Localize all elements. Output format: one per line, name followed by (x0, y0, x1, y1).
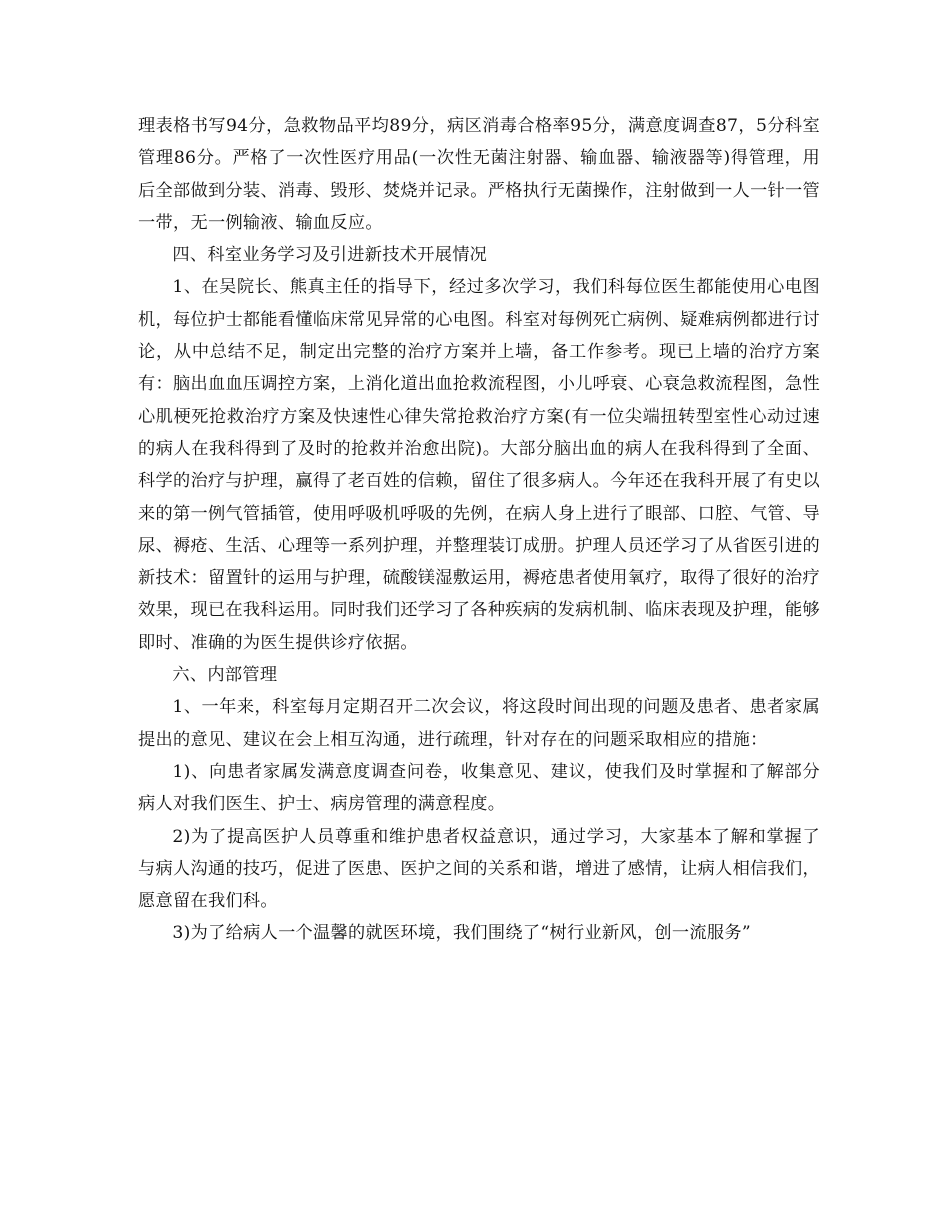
paragraph-six-one: 1、一年来，科室每月定期召开二次会议，将这段时间出现的问题及患者、患者家属提出的意见、建议在会上相互沟通，进行疏理，针对存在的问题采取相应的措施： (138, 697, 820, 750)
section-heading-four: 四、科室业务学习及引进新技术开展情况 (172, 245, 488, 266)
paragraph-six-one-a: 1)、向患者家属发满意度调查问卷，收集意见、建议，使我们及时掌握和了解部分病人对我们医生、护士、病房管理的满意程度。 (138, 761, 820, 815)
paragraph-six-one-c: 3)为了给病人一个温馨的就医环境，我们围绕了“树行业新风，创一流服务” (172, 923, 751, 944)
paragraph-four-one: 1、在吴院长、熊真主任的指导下，经过多次学习，我们科每位医生都能使用心电图机，每位护士都能看懂临床常见异常的心电图。科室对每例死亡病例、疑难病例都进行讨论，从中总结不足，制定出完整的治疗方案并上墙，备工作参考。现已上墙的治疗方案有：脑出血血压调控方案，上消化道出血抢救流程图，小儿呼衰、心衰急救流程图，急性心肌梗死抢救治疗方案及快速性心律失常抢救治疗方案(有一位尖端扭转型室性心动过速的病人在我科得到了及时的抢救并治愈出院)。大部分脑出血的病人在我科得到了全面、科学的治疗与护理，赢得了老百姓的信赖，留住了很多病人。今年还在我科开展了有史以来的第一例气管插管，使用呼吸机呼吸的先例，在病人身上进行了眼部、口腔、气管、导尿、褥疮、生活、心理等一系列护理，并整理装订成册。护理人员还学习了从省医引进的新技术：留置针的运用与护理，硫酸镁湿敷运用，褥疮患者使用氧疗，取得了很好的治疗效果，现已在我科运用。同时我们还学习了各种疾病的发病机制、临床表现及护理，能够即时、准确的为医生提供诊疗依据。 (138, 277, 821, 653)
paragraph-six-one-b: 2)为了提高医护人员尊重和维护患者权益意识，通过学习，大家基本了解和掌握了与病人沟通的技巧，促进了医患、医护之间的关系和谐，增进了感情，让病人相信我们，愿意留在我们科。 (138, 826, 821, 912)
paragraph-continuation: 理表格书写94分，急救物品平均89分，病区消毒合格率95分，满意度调查87，5分科室管理86分。严格了一次性医疗用品(一次性无菌注射器、输血器、输液器等)得管理，用后全部做到分装、消毒、毁形、焚烧并记录。严格执行无菌操作，注射做到一人一针一管一带，无一例输液、输血反应。 (138, 116, 821, 233)
section-heading-six: 六、内部管理 (172, 665, 278, 686)
